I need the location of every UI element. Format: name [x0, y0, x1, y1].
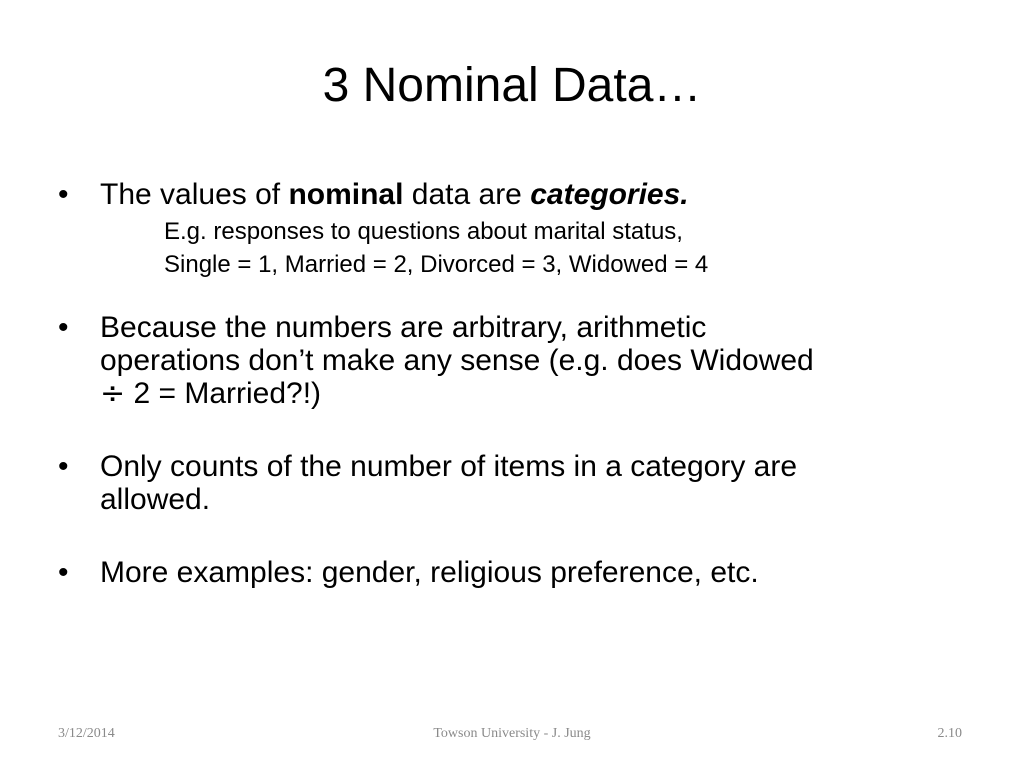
bullet-text-bold-nominal: nominal — [288, 178, 404, 211]
footer-author: Towson University - J. Jung — [433, 726, 591, 741]
slide-title: 3 Nominal Data… — [322, 59, 702, 112]
bullet-text-mid: data are — [403, 178, 531, 211]
bullet-line-rest: 2 = Married?!) — [125, 377, 322, 410]
footer-date: 3/12/2014 — [58, 726, 115, 741]
footer-page-number: 2.10 — [937, 726, 962, 741]
bullet-marker: • — [58, 450, 69, 483]
slide-body — [58, 178, 958, 589]
sub-line-coding: Single = 1, Married = 2, Divorced = 3, Widowed = 4 — [164, 251, 709, 278]
bullet-text-pre: The values of — [100, 178, 289, 211]
bullet-line — [100, 377, 958, 410]
bullet-marker: • — [58, 311, 69, 344]
bullet-line: Because the numbers are arbitrary, arithmetic — [100, 311, 707, 344]
divide-symbol: ÷ — [100, 376, 126, 411]
bullet-marker: • — [58, 178, 69, 211]
bullet-item-more-examples — [58, 556, 958, 589]
sub-line-example: E.g. responses to questions about marital status, — [164, 218, 683, 245]
bullet-line: allowed. — [100, 483, 211, 516]
bullet-line: Only counts of the number of items in a category are — [100, 450, 798, 483]
bullet-line: More examples: gender, religious preference, etc. — [100, 556, 759, 589]
bullet-item-arithmetic — [58, 311, 958, 410]
bullet-item-counts — [58, 450, 958, 516]
bullet-item-nominal-values — [58, 178, 958, 211]
bullet-text-bold-italic-categories: categories. — [530, 178, 689, 211]
bullet-marker: • — [58, 556, 69, 589]
bullet-line: operations don’t make any sense (e.g. does Widowed — [100, 344, 814, 377]
